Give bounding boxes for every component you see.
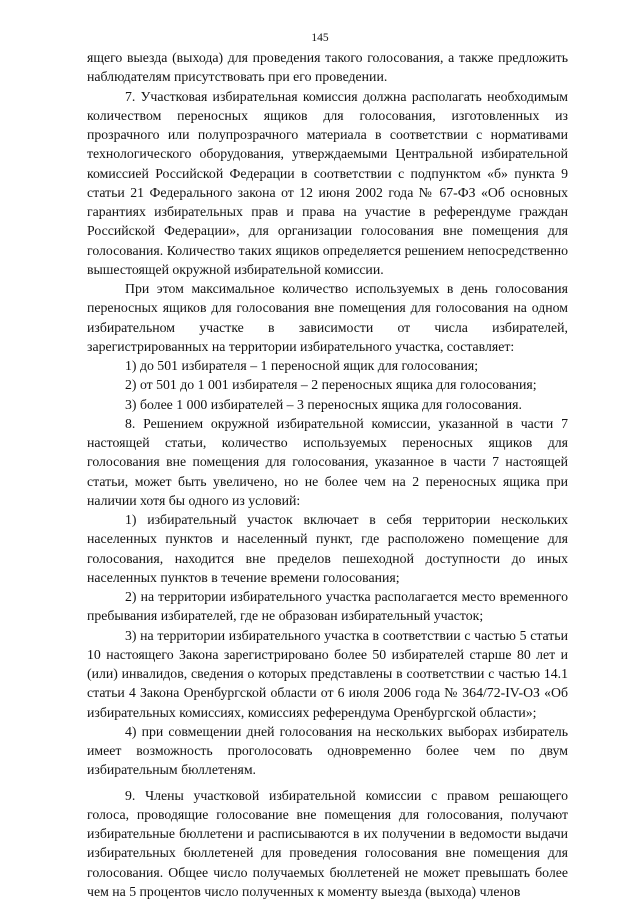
list-item-2: 2) от 501 до 1 001 избирателя – 2 переносных ящика для голосования; [125,377,537,393]
condition-item-1: 1) избирательный участок включает в себя территории нескольких населенных пунктов и населенный пункт, где расположено помещение для голосования, находится вне пределов пешеходной доступности до иных населенных пунктов в течение времени голосования; [87,512,568,585]
condition-item-4: 4) при совмещении дней голосования на нескольких выборах избиратель имеет возможность проголосовать одновременно более чем по двум избирательным бюллетеням. [87,723,568,778]
condition-item-2: 2) на территории избирательного участка располагается место временного пребывания избирателей, где не образован избирательный участок; [87,589,568,624]
condition-item-3: 3) на территории избирательного участка в соответствии с частью 5 статьи 10 настоящего Закона зарегистрировано более 50 избирателей старше 80 лет и (или) инвалидов, сведения о которых представлены в соответствии с частью 14.1 статьи 4 Закона Оренбургской области от 6 июля 2006 года № 364/72-IV-ОЗ «Об избирательных комиссиях, комиссиях референдума Оренбургской области»; [87,627,568,720]
paragraph-item-8: 8. Решением окружной избирательной комиссии, указанной в части 7 настоящей статьи, количество используемых переносных ящиков для голосования вне помещения для голосования, указанное в части 7 настоящей статьи, может быть увеличено, но не более чем на 2 переносных ящика при наличии хотя бы одного из условий: [87,415,568,508]
paragraph-continuation: ящего выезда (выхода) для проведения такого голосования, а также предложить наблюдателям присутствовать при его проведении. [87,50,568,85]
document-body [87,48,568,901]
paragraph-item-7: 7. Участковая избирательная комиссия должна располагать необходимым количеством переносных ящиков для голосования, изготовленных из прозрачного или полупрозрачного материала в соответствии с нормативами технологического оборудования, утверждаемыми Центральной избирательной комиссией Российской Федерации в соответствии с подпунктом «б» пункта 9 статьи 21 Федерального закона от 12 июня 2002 года № 67-ФЗ «Об основных гарантиях избирательных прав и права на участие в референдуме граждан Российской Федерации», для организации голосования вне помещения для голосования. Количество таких ящиков определяется решением непосредственно вышестоящей окружной избирательной комиссии. [87,88,568,277]
page-number: 145 [311,32,329,44]
list-item-3: 3) более 1 000 избирателей – 3 переносных ящика для голосования. [125,396,522,412]
paragraph-max-boxes-intro: При этом максимальное количество используемых в день голосования переносных ящиков для голосования вне помещения для голосования на одном избирательном участке в зависимости от числа избирателей, зарегистрированных на территории избирательного участка, составляет: [87,281,568,354]
paragraph-item-9: 9. Члены участковой избирательной комиссии с правом решающего голоса, проводящие голосование вне помещения для голосования, получают избирательные бюллетени и расписываются в их получении в ведомости выдачи избирательных бюллетеней для проведения голосования вне помещения для голосования. Общее число получаемых бюллетеней не может превышать более чем на 5 процентов число полученных к моменту выезда (выхода) членов [87,787,568,899]
list-item-1: 1) до 501 избирателя – 1 переносной ящик для голосования; [125,358,479,373]
